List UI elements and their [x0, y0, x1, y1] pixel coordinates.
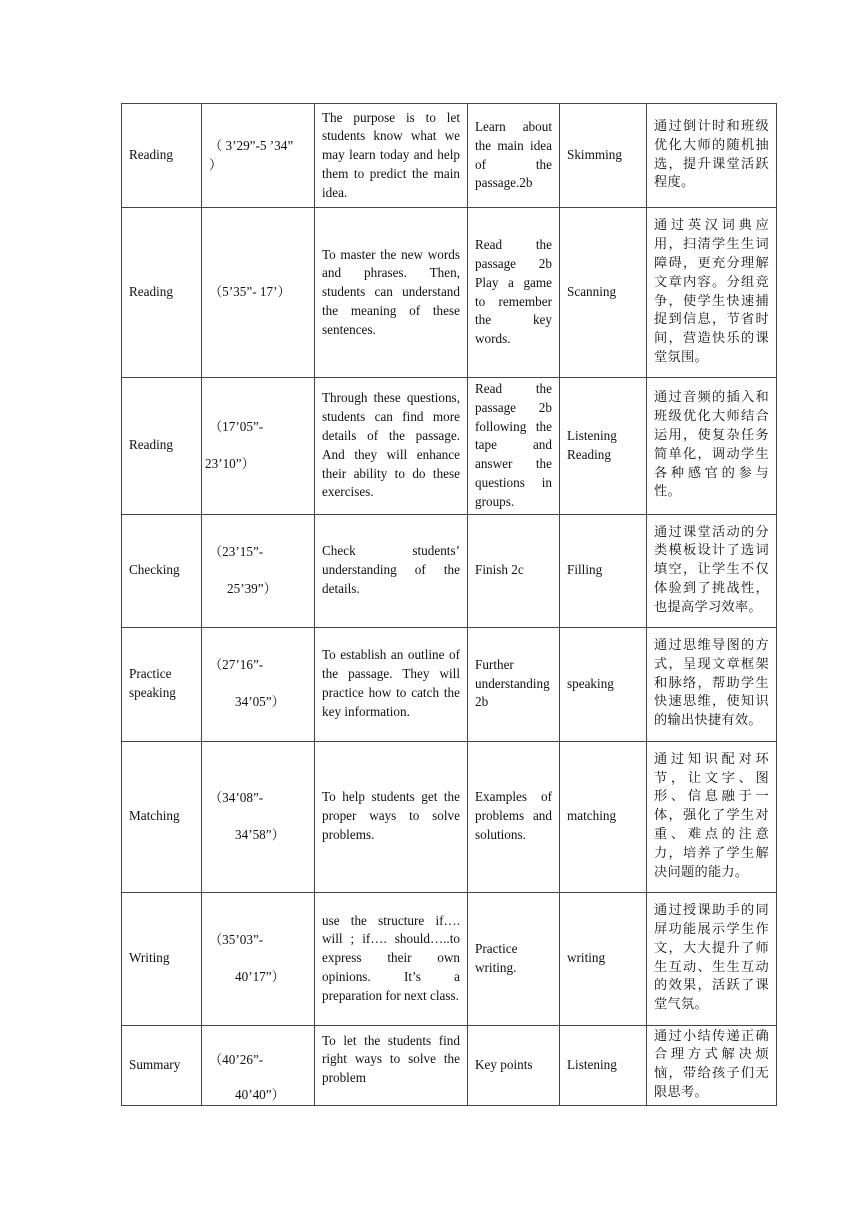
method-cell: 通过课堂活动的分类模板设计了选词填空，让学生不仅体验到了挑战性，也提高学习效率。 — [647, 514, 777, 627]
table-row — [122, 208, 777, 378]
skill-cell: matching — [560, 741, 647, 892]
time-start: （35’03”- — [209, 931, 264, 947]
time-cell — [202, 1025, 315, 1105]
activity-cell: Writing — [122, 892, 202, 1025]
skill-cell: Scanning — [560, 208, 647, 378]
time-cell — [202, 514, 315, 627]
method-cell: 通过授课助手的同屏功能展示学生作文，大大提升了师生互动、生生互动的效果，活跃了课堂气氛。 — [647, 892, 777, 1025]
activity-cell: Summary — [122, 1025, 202, 1105]
purpose-cell: use the structure if…. will ; if…. should…..to express their own opinions. It’s a preparation for next class. — [315, 892, 468, 1025]
time-cell — [202, 892, 315, 1025]
purpose-cell: To master the new words and phrases. Then, students can understand the meaning of these sentences. — [315, 208, 468, 378]
table-row — [122, 104, 777, 208]
time-end: 40’40”） — [235, 1086, 285, 1102]
time-start: （34’08”- — [209, 789, 264, 805]
activity-cell: Matching — [122, 741, 202, 892]
method-cell: 通过小结传递正确合理方式解决烦恼，带给孩子们无限思考。 — [647, 1025, 777, 1105]
time-start: （ 3’29”-5 ’34” — [209, 137, 294, 153]
lesson-plan-page — [121, 103, 776, 1106]
table-row — [122, 892, 777, 1025]
method-cell: 通过思维导图的方式，呈现文章框架和脉络，帮助学生快速思维，使知识的输出快捷有效。 — [647, 627, 777, 741]
activity-cell: Reading — [122, 208, 202, 378]
activity-cell: Checking — [122, 514, 202, 627]
task-cell: Learn about the main idea of the passage.2b — [468, 104, 560, 208]
skill-cell: writing — [560, 892, 647, 1025]
time-end: 25’39”） — [227, 580, 277, 596]
skill-cell: Listening Reading — [560, 378, 647, 515]
task-cell: Examples of problems and solutions. — [468, 741, 560, 892]
time-start: （23’15”- — [209, 543, 264, 559]
purpose-cell: To help students get the proper ways to solve problems. — [315, 741, 468, 892]
purpose-cell: The purpose is to let students know what we may learn today and help them to predict the main idea. — [315, 104, 468, 208]
time-end: 40’17”） — [235, 968, 285, 984]
skill-cell: speaking — [560, 627, 647, 741]
time-cell — [202, 378, 315, 515]
table-row — [122, 514, 777, 627]
table-row — [122, 627, 777, 741]
activity-cell: Reading — [122, 104, 202, 208]
purpose-cell: Through these questions, students can find more details of the passage. And they will enhance their ability to do these exercises. — [315, 378, 468, 515]
time-cell — [202, 104, 315, 208]
time-cell — [202, 208, 315, 378]
table-row — [122, 741, 777, 892]
table-row — [122, 378, 777, 515]
method-cell: 通过倒计时和班级优化大师的随机抽选，提升课堂活跃程度。 — [647, 104, 777, 208]
task-cell: Finish 2c — [468, 514, 560, 627]
table-row — [122, 1025, 777, 1105]
task-cell: Practice writing. — [468, 892, 560, 1025]
purpose-cell: To establish an outline of the passage. They will practice how to catch the key information. — [315, 627, 468, 741]
method-cell: 通过音频的插入和班级优化大师结合运用，使复杂任务简单化，调动学生各种感官的参与性。 — [647, 378, 777, 515]
purpose-cell: Check students’ understanding of the details. — [315, 514, 468, 627]
task-cell: Read the passage 2b following the tape and answer the questions in groups. — [468, 378, 560, 515]
skill-cell: Listening — [560, 1025, 647, 1105]
task-cell: Read the passage 2b Play a game to remember the key words. — [468, 208, 560, 378]
time-cell — [202, 627, 315, 741]
time-start: （5’35”- 17’） — [209, 284, 291, 300]
time-end: ） — [209, 156, 223, 172]
activity-cell: Practice speaking — [122, 627, 202, 741]
lesson-procedure-table — [121, 103, 777, 1106]
skill-cell: Skimming — [560, 104, 647, 208]
time-end: 34’58”） — [235, 826, 285, 842]
skill-cell: Filling — [560, 514, 647, 627]
time-start: （17’05”- — [209, 418, 264, 434]
time-end: 34’05”） — [235, 694, 285, 710]
time-start: （40’26”- — [209, 1052, 264, 1068]
purpose-cell: To let the students find right ways to solve the problem — [315, 1025, 468, 1105]
time-start: （27’16”- — [209, 657, 264, 673]
activity-cell: Reading — [122, 378, 202, 515]
task-cell: Key points — [468, 1025, 560, 1105]
time-cell — [202, 741, 315, 892]
time-end: 23’10”） — [205, 455, 255, 471]
method-cell: 通过英汉词典应用，扫清学生生词障碍，更充分理解文章内容。分组竞争，使学生快速捕捉到信息，节省时间，营造快乐的课堂氛围。 — [647, 208, 777, 378]
task-cell: Further understanding 2b — [468, 627, 560, 741]
method-cell: 通过知识配对环节，让文字、图形、信息融于一体，强化了学生对重、难点的注意力，培养了学生解决问题的能力。 — [647, 741, 777, 892]
